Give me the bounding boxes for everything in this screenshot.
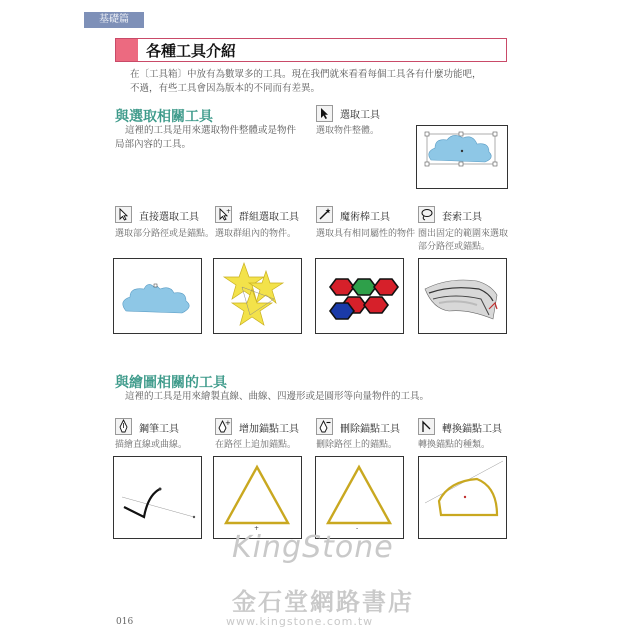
pen-tool-example	[113, 456, 202, 539]
svg-text:-: -	[356, 525, 359, 532]
add-anchor-example	[213, 456, 302, 539]
group-selection-desc: 選取群組內的物件。	[215, 229, 297, 239]
lasso-icon	[418, 206, 435, 223]
direct-selection-name: 直接選取工具	[139, 212, 199, 223]
intro-line-1: 在〔工具箱〕中放有為數眾多的工具。現在我們就來看看每個工具各有什麼功能吧，	[130, 69, 482, 80]
selection-example-figure	[416, 125, 508, 189]
lasso-desc	[418, 228, 508, 254]
chapter-tab: 基礎篇	[84, 12, 144, 28]
section-title-marker	[116, 39, 138, 61]
delete-anchor-example	[315, 456, 404, 539]
select-group-desc-line-2: 局部內容的工具。	[115, 139, 192, 150]
delete-anchor-name: 刪除錨點工具	[340, 424, 400, 435]
convert-anchor-example	[418, 456, 507, 539]
magic-wand-example	[315, 258, 404, 334]
watermark-url: www.kingstone.com.tw	[226, 615, 374, 628]
select-group-desc-line-1: 這裡的工具是用來選取物件整體或是物件	[125, 125, 297, 136]
pen-tool-desc: 描繪直線或曲線。	[115, 440, 188, 450]
group-selection-example	[213, 258, 302, 334]
lasso-desc-line-1: 圈出固定的範圍來選取	[418, 229, 509, 239]
intro-line-2: 不過，有些工具會因為版本的不同而有差異。	[130, 83, 321, 94]
section-title: 各種工具介紹	[146, 42, 237, 60]
select-group-heading: 與選取相關工具	[115, 109, 213, 125]
pen-tool-icon	[115, 418, 132, 435]
watermark-store: 金石堂網路書店	[232, 587, 414, 616]
direct-selection-example	[113, 258, 202, 334]
lasso-desc-line-2: 部分路徑或錨點。	[418, 242, 491, 252]
svg-text:+: +	[254, 525, 260, 532]
draw-group-desc: 這裡的工具是用來繪製直線、曲線、四邊形或是圓形等向量物件的工具。	[125, 391, 430, 402]
add-anchor-name: 增加錨點工具	[239, 424, 299, 435]
convert-anchor-icon	[418, 418, 435, 435]
magic-wand-name: 魔術棒工具	[340, 212, 390, 223]
direct-selection-desc: 選取部分路徑或是錨點。	[115, 229, 215, 239]
svg-text:+: +	[226, 208, 231, 215]
group-selection-name: 群組選取工具	[239, 212, 299, 223]
selection-arrow-icon	[316, 105, 333, 122]
delete-anchor-desc: 刪除路徑上的錨點。	[316, 440, 398, 450]
watermark-brand: KingStone	[232, 530, 394, 565]
magic-wand-icon	[316, 206, 333, 223]
page-number: 016	[116, 617, 134, 627]
direct-selection-icon	[115, 206, 132, 223]
select-group-desc	[115, 124, 315, 152]
intro-paragraph	[130, 68, 510, 96]
magic-wand-desc: 選取具有相同屬性的物件	[316, 229, 416, 239]
selection-tool-desc: 選取物件整體。	[316, 126, 380, 136]
pen-tool-name: 鋼筆工具	[139, 424, 179, 435]
lasso-example	[418, 258, 507, 334]
selection-tool-name: 選取工具	[340, 110, 380, 121]
group-selection-icon	[215, 206, 232, 223]
draw-group-heading: 與繪圖相關的工具	[115, 375, 227, 391]
convert-anchor-desc: 轉換錨點的種類。	[418, 440, 491, 450]
section-title-box	[115, 38, 507, 62]
delete-anchor-icon	[316, 418, 333, 435]
lasso-name: 套索工具	[442, 212, 482, 223]
add-anchor-desc: 在路徑上追加錨點。	[215, 440, 297, 450]
add-anchor-icon	[215, 418, 232, 435]
svg-text:+: +	[225, 419, 231, 427]
convert-anchor-name: 轉換錨點工具	[442, 424, 502, 435]
